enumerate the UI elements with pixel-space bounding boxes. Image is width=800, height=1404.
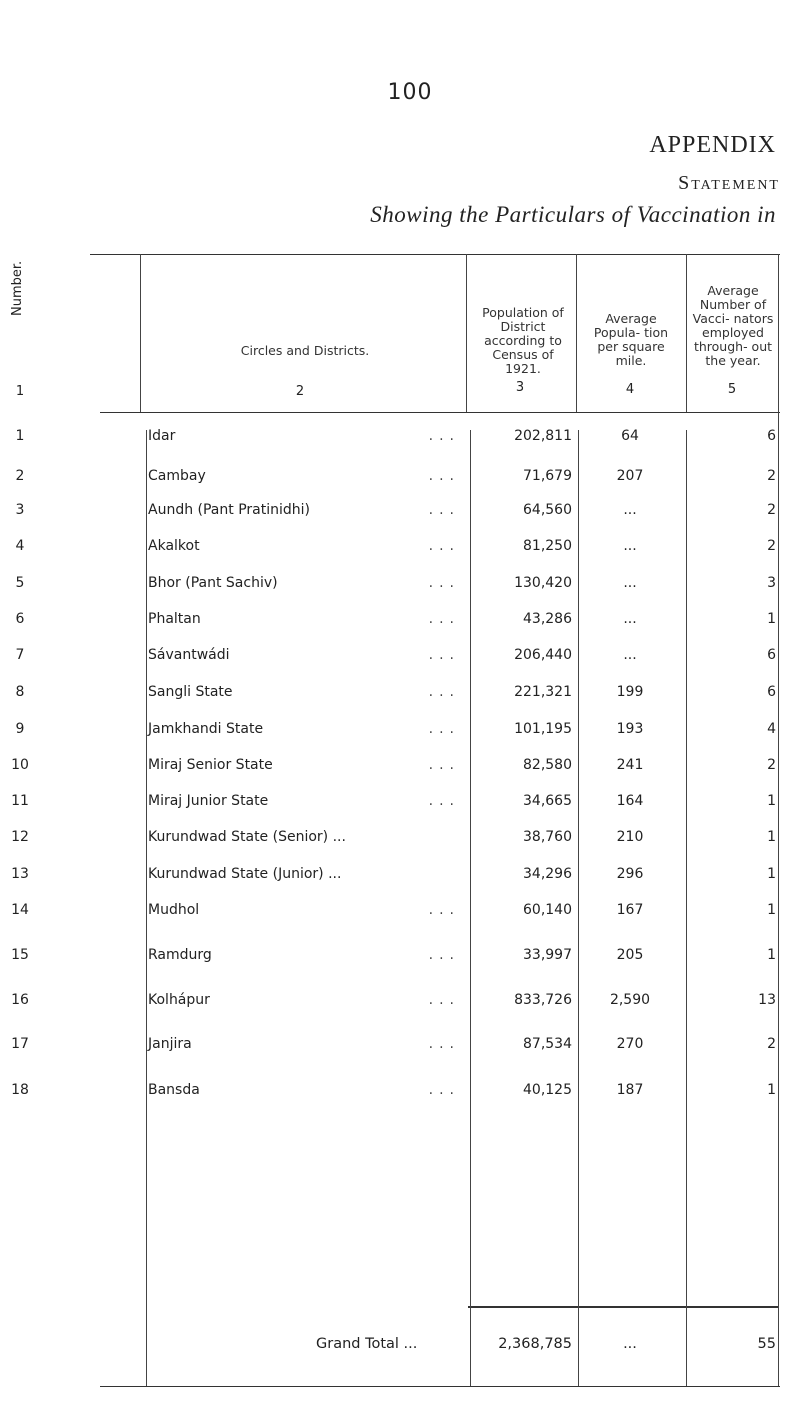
population-value: 40,125 — [523, 1082, 572, 1098]
population-value: 34,665 — [523, 793, 572, 809]
leader-dots: ... — [428, 575, 460, 591]
table-row — [0, 426, 800, 468]
row-number: 7 — [15, 647, 25, 663]
district-name — [148, 1080, 460, 1100]
table-row — [0, 900, 800, 942]
col-number-4: 4 — [625, 382, 635, 397]
row-number: 10 — [11, 757, 29, 773]
row-number: 3 — [15, 502, 25, 518]
grand-total-vaccinators: 55 — [757, 1336, 776, 1352]
vaccinators-value: 6 — [767, 647, 776, 663]
row-number: 11 — [11, 793, 29, 809]
header-number: Number. — [10, 260, 25, 316]
vaccinators-value: 2 — [767, 468, 776, 484]
header-vaccinators: Average Number of Vacci- nators employed through- out the year. — [692, 283, 774, 368]
population-value: 60,140 — [523, 902, 572, 918]
table-top-rule — [90, 254, 780, 255]
population-value: 221,321 — [514, 684, 572, 700]
col-number-3: 3 — [515, 380, 525, 395]
leader-dots: ... — [428, 992, 460, 1008]
district-name — [148, 864, 460, 884]
population-value: 130,420 — [514, 575, 572, 591]
header-bottom-rule — [100, 412, 780, 413]
row-number: 6 — [15, 611, 25, 627]
district-name — [148, 645, 460, 665]
leader-dots: ... — [428, 468, 460, 484]
header-population: Population of District according to Census of 1921. — [482, 305, 564, 376]
average-population-value: 270 — [616, 1036, 644, 1052]
grand-total-average: ... — [623, 1336, 637, 1352]
district-name-text: Cambay — [148, 468, 206, 484]
district-name-text: Idar — [148, 428, 176, 444]
total-top-rule — [468, 1306, 778, 1308]
district-name — [148, 682, 460, 702]
average-population-value: 167 — [616, 902, 644, 918]
district-name — [148, 536, 460, 556]
population-value: 87,534 — [523, 1036, 572, 1052]
district-name-text: Jamkhandi State — [148, 721, 264, 737]
row-number: 8 — [15, 684, 25, 700]
district-name-text: Sávantwádi — [148, 647, 230, 663]
average-population-value: 187 — [616, 1082, 644, 1098]
district-name — [148, 719, 460, 739]
grand-total-label: Grand Total ... — [316, 1336, 418, 1352]
col-divider-3 — [576, 254, 577, 412]
district-name — [148, 990, 460, 1010]
district-name — [148, 945, 460, 965]
leader-dots: ... — [428, 757, 460, 773]
vaccinators-value: 1 — [767, 866, 776, 882]
district-name — [148, 900, 460, 920]
district-name-text: Sangli State — [148, 684, 233, 700]
row-number: 14 — [11, 902, 29, 918]
population-value: 833,726 — [514, 992, 572, 1008]
average-population-value: 193 — [616, 721, 644, 737]
row-number: 13 — [11, 866, 29, 882]
col-number-2: 2 — [295, 384, 305, 399]
table-row — [0, 990, 800, 1032]
district-name-text: Akalkot — [148, 538, 200, 554]
col-divider-2 — [466, 254, 467, 412]
district-name — [148, 573, 460, 593]
average-population-value: ... — [623, 502, 637, 518]
average-population-value: 205 — [616, 947, 644, 963]
table-row — [0, 536, 800, 578]
population-value: 38,760 — [523, 829, 572, 845]
district-name — [148, 791, 460, 811]
leader-dots: ... — [428, 902, 460, 918]
leader-dots: ... — [428, 538, 460, 554]
vaccinators-value: 2 — [767, 538, 776, 554]
table-row — [0, 1034, 800, 1076]
table-row — [0, 645, 800, 687]
population-value: 206,440 — [514, 647, 572, 663]
average-population-value: 207 — [616, 468, 644, 484]
header-average-population: Average Popula- tion per square mile. — [593, 311, 669, 368]
page-number: 100 — [387, 80, 433, 105]
population-value: 34,296 — [523, 866, 572, 882]
leader-dots: ... — [428, 428, 460, 444]
district-name-text: Bansda — [148, 1082, 200, 1098]
row-number: 16 — [11, 992, 29, 1008]
average-population-value: 296 — [616, 866, 644, 882]
district-name-text: Mudhol — [148, 902, 200, 918]
average-population-value: 241 — [616, 757, 644, 773]
table-row — [0, 1080, 800, 1122]
leader-dots: ... — [428, 793, 460, 809]
population-value: 71,679 — [523, 468, 572, 484]
average-population-value: ... — [623, 647, 637, 663]
district-name-text: Miraj Junior State — [148, 793, 269, 809]
subtitle: Showing the Particulars of Vaccination in — [370, 202, 776, 227]
district-name-text: Ramdurg — [148, 947, 212, 963]
table-row — [0, 945, 800, 987]
population-value: 33,997 — [523, 947, 572, 963]
vaccinators-value: 2 — [767, 502, 776, 518]
leader-dots: ... — [428, 647, 460, 663]
col-divider-1 — [140, 254, 141, 412]
leader-dots: ... — [428, 684, 460, 700]
district-name — [148, 500, 460, 520]
population-value: 43,286 — [523, 611, 572, 627]
leader-dots: ... — [428, 611, 460, 627]
average-population-value: 164 — [616, 793, 644, 809]
population-value: 202,811 — [514, 428, 572, 444]
row-number: 1 — [15, 428, 25, 444]
row-number: 9 — [15, 721, 25, 737]
vaccinators-value: 6 — [767, 428, 776, 444]
average-population-value: 2,590 — [609, 992, 651, 1008]
population-value: 81,250 — [523, 538, 572, 554]
row-number: 2 — [15, 468, 25, 484]
row-number: 17 — [11, 1036, 29, 1052]
district-name — [148, 1034, 460, 1054]
population-value: 64,560 — [523, 502, 572, 518]
statement-title: Statement — [678, 172, 780, 194]
average-population-value: ... — [623, 611, 637, 627]
leader-dots: ... — [428, 947, 460, 963]
district-name-text: Kurundwad State (Senior) ... — [148, 829, 346, 845]
vaccinators-value: 1 — [767, 902, 776, 918]
district-name — [148, 755, 460, 775]
col-number-1: 1 — [15, 384, 25, 399]
vaccinators-value: 13 — [758, 992, 776, 1008]
row-number: 18 — [11, 1082, 29, 1098]
average-population-value: 210 — [616, 829, 644, 845]
appendix-title: APPENDIX — [649, 132, 776, 158]
row-number: 15 — [11, 947, 29, 963]
vaccinators-value: 1 — [767, 829, 776, 845]
district-name-text: Bhor (Pant Sachiv) — [148, 575, 278, 591]
table-bottom-rule — [100, 1386, 780, 1387]
vaccinators-value: 1 — [767, 611, 776, 627]
district-name — [148, 827, 460, 847]
col-divider-4 — [686, 254, 687, 412]
average-population-value: 64 — [621, 428, 639, 444]
district-name — [148, 426, 460, 446]
leader-dots: ... — [428, 1036, 460, 1052]
average-population-value: ... — [623, 575, 637, 591]
population-value: 82,580 — [523, 757, 572, 773]
grand-total-population: 2,368,785 — [498, 1336, 572, 1352]
table-row — [0, 682, 800, 724]
col-number-5: 5 — [727, 382, 737, 397]
leader-dots: ... — [428, 721, 460, 737]
vaccinators-value: 2 — [767, 1036, 776, 1052]
vaccinators-value: 6 — [767, 684, 776, 700]
leader-dots: ... — [428, 1082, 460, 1098]
district-name-text: Janjira — [148, 1036, 192, 1052]
header-circles: Circles and Districts. — [240, 343, 370, 358]
district-name-text: Miraj Senior State — [148, 757, 273, 773]
row-number: 12 — [11, 829, 29, 845]
district-name-text: Kolhápur — [148, 992, 210, 1008]
district-name-text: Aundh (Pant Pratinidhi) — [148, 502, 310, 518]
average-population-value: 199 — [616, 684, 644, 700]
district-name-text: Kurundwad State (Junior) ... — [148, 866, 342, 882]
district-name-text: Phaltan — [148, 611, 201, 627]
vaccinators-value: 3 — [767, 575, 776, 591]
vaccinators-value: 2 — [767, 757, 776, 773]
vaccinators-value: 1 — [767, 793, 776, 809]
leader-dots: ... — [428, 502, 460, 518]
vaccinators-value: 1 — [767, 1082, 776, 1098]
row-number: 4 — [15, 538, 25, 554]
district-name — [148, 466, 460, 486]
vaccinators-value: 4 — [767, 721, 776, 737]
table-row — [0, 827, 800, 869]
row-number: 5 — [15, 575, 25, 591]
population-value: 101,195 — [514, 721, 572, 737]
average-population-value: ... — [623, 538, 637, 554]
district-name — [148, 609, 460, 629]
vaccinators-value: 1 — [767, 947, 776, 963]
